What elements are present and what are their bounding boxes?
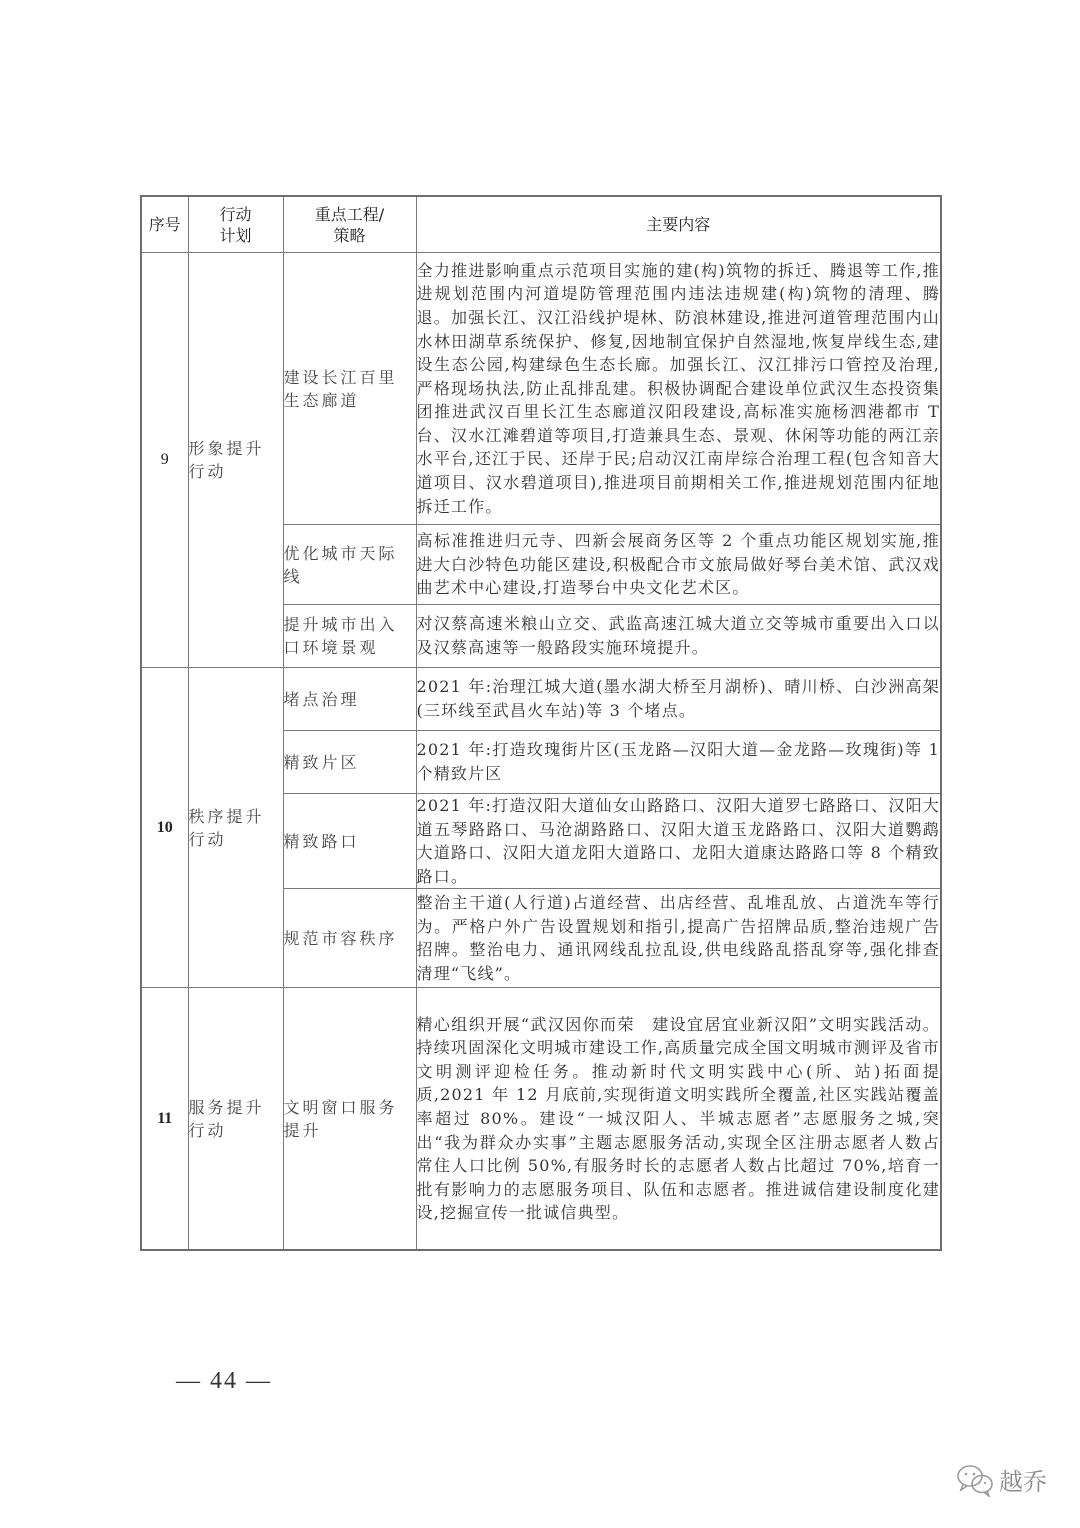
table-header-row xyxy=(141,196,941,253)
main-content-cell xyxy=(416,525,941,605)
content-text: 2021 年:打造汉阳大道仙女山路路口、汉阳大道罗七路路口、汉阳大道五琴路路口、马沧湖路路口、汉阳大道玉龙路路口、汉阳大道鹦鹉大道路口、汉阳大道龙阳大道路口、龙阳大道康达路路口等 8 个精致路口。 xyxy=(416,796,940,886)
key-project-cell: 提升城市出入口环境景观 xyxy=(283,605,416,668)
content-text: 2021 年:治理江城大道(墨水湖大桥至月湖桥)、晴川桥、白沙洲高架(三环线至武昌火车站)等 3 个堵点。 xyxy=(416,677,940,720)
wechat-icon xyxy=(955,1463,995,1497)
content-text: 对汉蔡高速米粮山立交、武监高速江城大道立交等城市重要出入口以及汉蔡高速等一般路段实施环境提升。 xyxy=(416,614,940,657)
header-key-project: 重点工程/ 策略 xyxy=(283,196,416,253)
page-number: — 44 — xyxy=(176,1368,272,1394)
watermark-text: 越乔 xyxy=(999,1468,1047,1496)
action-plan-cell: 服务提升行动 xyxy=(188,988,283,1251)
main-content-cell xyxy=(416,731,941,794)
table-row xyxy=(141,668,941,731)
content-text: 整治主干道(人行道)占道经营、出店经营、乱堆乱放、占道洗车等行为。严格户外广告设置规划和指引,提高广告招牌品质,整治违规广告招牌。整治电力、通讯网线乱拉乱设,供电线路乱搭乱穿等,强化排查清理“飞线”。 xyxy=(416,893,940,983)
main-content-cell xyxy=(416,889,941,988)
main-content-cell xyxy=(416,605,941,668)
main-content-cell xyxy=(416,253,941,525)
key-project-cell: 规范市容秩序 xyxy=(283,889,416,988)
table-row xyxy=(141,253,941,525)
key-project-cell: 文明窗口服务提升 xyxy=(283,988,416,1251)
serial-number-cell: 11 xyxy=(141,988,188,1251)
key-project-cell: 堵点治理 xyxy=(283,668,416,731)
key-project-cell: 优化城市天际线 xyxy=(283,525,416,605)
key-project-cell: 建设长江百里生态廊道 xyxy=(283,253,416,525)
content-text: 高标准推进归元寺、四新会展商务区等 2 个重点功能区规划实施,推进大白沙特色功能区建设,积极配合市文旅局做好琴台美术馆、武汉戏曲艺术中心建设,打造琴台中央文化艺术区。 xyxy=(416,531,940,598)
action-plan-cell: 秩序提升行动 xyxy=(188,668,283,988)
serial-number-cell: 9 xyxy=(141,253,188,668)
watermark xyxy=(955,1462,1047,1497)
serial-number-cell: 10 xyxy=(141,668,188,988)
content-text: 全力推进影响重点示范项目实施的建(构)筑物的拆迁、腾退等工作,推进规划范围内河道堤防管理范围内违法违规建(构)筑物的清理、腾退。加强长江、汉江沿线护堤林、防浪林建设,推进河道管理范围内山水林田湖草系统保护、修复,因地制宜保护自然湿地,恢复岸线生态,建设生态公园,构建绿色生态长廊。加强长江、汉江排污口管控及治理,严格现场执法,防止乱排乱建。积极协调配合建设单位武汉生态投资集团推进武汉百里长江生态廊道汉阳段建设,高标准实施杨泗港都市 T 台、汉水江滩碧道等项目,打造兼具生态、景观、休闲等功能的两江亲水平台,还江于民、还岸于民;启动汉江南岸综合治理工程(包含知音大道项目、汉水碧道项目),推进项目前期相关工作,推进规划范围内征地拆迁工作。 xyxy=(416,260,940,516)
main-content-cell xyxy=(416,988,941,1251)
header-serial-number: 序号 xyxy=(141,196,188,253)
action-plan-table xyxy=(140,195,942,1251)
key-project-cell: 精致片区 xyxy=(283,731,416,794)
table-row xyxy=(141,988,941,1251)
content-text: 精心组织开展“武汉因你而荣 建设宜居宜业新汉阳”文明实践活动。持续巩固深化文明城市建设工作,高质量完成全国文明城市测评及省市文明测评迎检任务。推动新时代文明实践中心(所、站)拓面提质,2021 年 12 月底前,实现街道文明实践所全覆盖,社区实践站覆盖率超过 80%。建设“一城汉阳人、半城志愿者”志愿服务之城,突出“我为群众办实事”主题志愿服务活动,实现全区注册志愿者人数占常住人口比例 50%,有服务时长的志愿者人数占比超过 70%,培育一批有影响力的志愿服务项目、队伍和志愿者。推进诚信建设制度化建设,挖掘宣传一批诚信典型。 xyxy=(416,1014,940,1223)
header-main-content: 主要内容 xyxy=(416,196,941,253)
key-project-cell: 精致路口 xyxy=(283,794,416,889)
main-content-cell xyxy=(416,668,941,731)
header-action-plan: 行动 计划 xyxy=(188,196,283,253)
content-text: 2021 年:打造玫瑰街片区(玉龙路—汉阳大道—金龙路—玫瑰街)等 1 个精致片区 xyxy=(416,740,940,783)
main-content-cell xyxy=(416,794,941,889)
action-plan-cell: 形象提升行动 xyxy=(188,253,283,668)
